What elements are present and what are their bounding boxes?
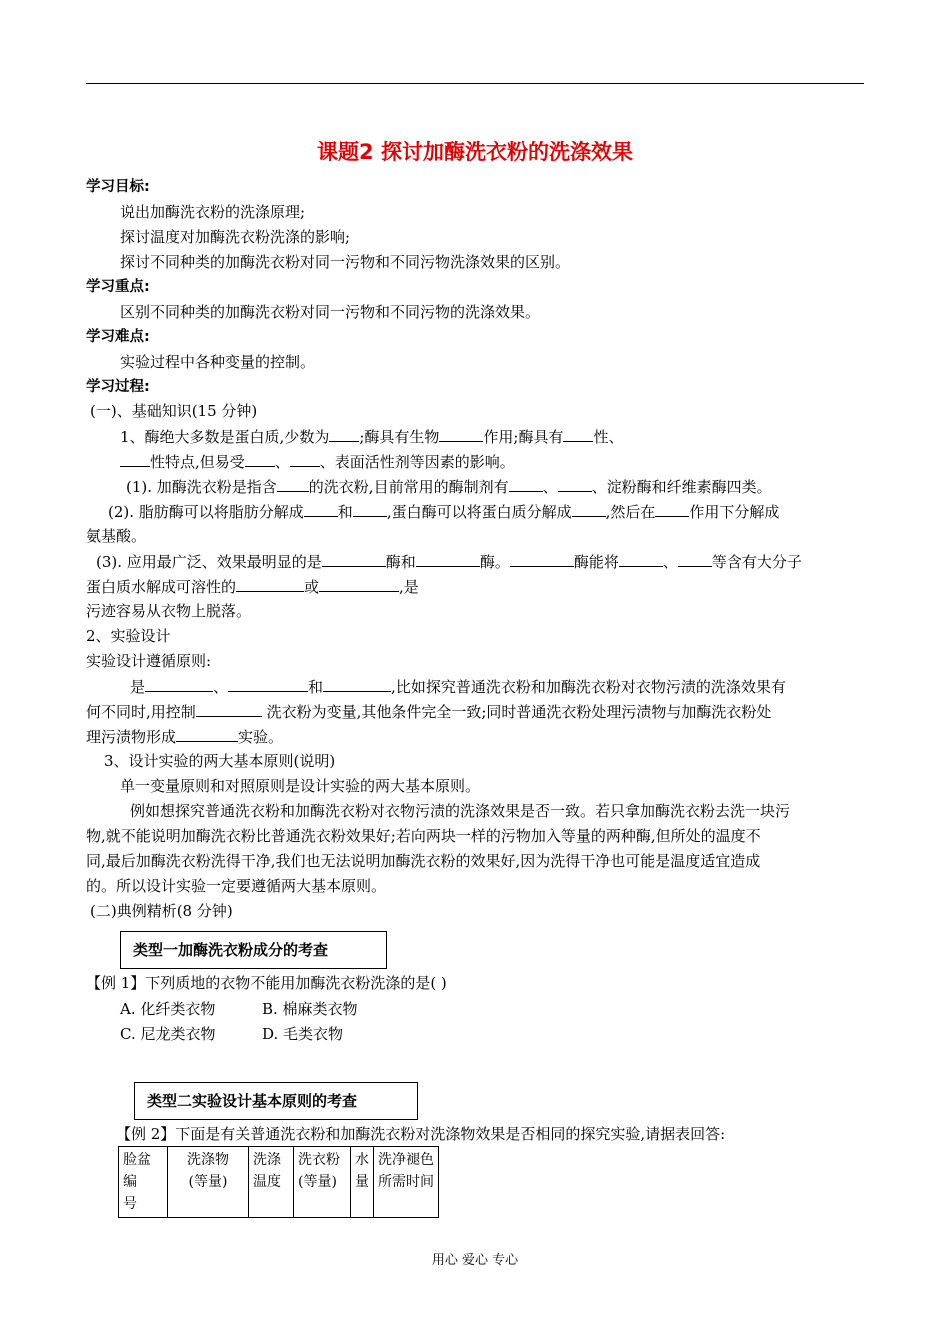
table-header-cell: 脸盆编 号 [119, 1147, 168, 1218]
answer-blank[interactable] [322, 551, 386, 567]
answer-blank[interactable] [509, 476, 543, 492]
principles-heading: 3、设计实验的两大基本原则(说明) [104, 752, 336, 770]
answer-blank[interactable] [353, 501, 387, 517]
answer-blank[interactable] [228, 676, 308, 692]
text: 性、 [593, 428, 624, 446]
answer-blank[interactable] [655, 501, 689, 517]
table-header-row [119, 1147, 439, 1218]
para-4-line3: 污迹容易从衣物上脱落。 [86, 602, 252, 620]
objective-1: 说出加酶洗衣粉的洗涤原理; [120, 203, 306, 221]
text: 酶和 [385, 553, 416, 571]
section1-heading: (一)、基础知识(15 分钟) [90, 402, 258, 420]
table-header-cell: 洗涤 温度 [249, 1147, 294, 1218]
process-heading: 学习过程: [86, 379, 150, 395]
text: 的洗衣粉,目前常用的酶制剂有 [308, 478, 509, 496]
answer-blank[interactable] [619, 551, 663, 567]
answer-blank[interactable] [245, 451, 275, 467]
answer-blank[interactable] [145, 676, 213, 692]
answer-blank[interactable] [678, 551, 712, 567]
text: 酶。 [479, 553, 510, 571]
text: (2). 脂肪酶可以将脂肪分解成 [108, 503, 304, 521]
example-line2: 物,就不能说明加酶洗衣粉比普通洗衣粉效果好;若向两块一样的污物加入等量的两种酶,但所处的温度不 [86, 827, 761, 845]
difficulty-heading: 学习难点: [86, 329, 150, 345]
text: (3). 应用最广泛、效果最明显的是 [96, 553, 322, 571]
option-a: A. 化纤类衣物 [120, 1000, 216, 1018]
text: ;酶具有生物 [359, 428, 440, 446]
text: 、 [274, 453, 290, 471]
text: 洗衣粉为变量,其他条件完全一致;同时普通洗衣粉处理污渍物与加酶洗衣粉处 [266, 703, 772, 721]
answer-blank[interactable] [290, 451, 320, 467]
text: 等含有大分子 [711, 553, 802, 571]
page-footer: 用心 爱心 专心 [431, 1253, 519, 1268]
para-3-line1 [108, 501, 779, 522]
answer-blank[interactable] [196, 701, 262, 717]
answer-blank[interactable] [236, 576, 304, 592]
type1-box: 类型一加酶洗衣粉成分的考查 [120, 931, 387, 969]
key-point-text: 区别不同种类的加酶洗衣粉对同一污物和不同污物的洗涤效果。 [120, 303, 541, 321]
text: 作用;酶具有 [483, 428, 564, 446]
option-c: C. 尼龙类衣物 [120, 1025, 216, 1043]
difficulty-text: 实验过程中各种变量的控制。 [120, 353, 316, 371]
table-header-cell: 水 量 [351, 1147, 374, 1218]
answer-blank[interactable] [563, 426, 593, 442]
answer-blank[interactable] [329, 426, 359, 442]
answer-blank[interactable] [319, 576, 399, 592]
experiment-heading: 2、实验设计 [86, 627, 171, 645]
text: 或 [304, 578, 320, 596]
text: ,是 [399, 578, 419, 596]
text: ,蛋白酶可以将蛋白质分解成 [386, 503, 572, 521]
text: 和 [308, 678, 324, 696]
answer-blank[interactable] [304, 501, 338, 517]
para-4-line1 [96, 551, 802, 572]
table-header-cell: 洗衣粉 (等量) [294, 1147, 351, 1218]
key-point-heading: 学习重点: [86, 279, 150, 295]
text: 性特点,但易受 [150, 453, 245, 471]
option-b: B. 棉麻类衣物 [262, 1000, 358, 1018]
text: 理污渍物形成 [86, 728, 177, 746]
experiment-line1 [130, 676, 786, 697]
page-title: 课题2 探讨加酶洗衣粉的洗涤效果 [317, 140, 633, 164]
example1-options-row2 [120, 1024, 343, 1044]
text: (1). 加酶洗衣粉是指含 [126, 478, 277, 496]
example2-question: 【例 2】下面是有关普通洗衣粉和加酶洗衣粉对洗涤物效果是否相同的探究实验,请据表回答: [116, 1125, 726, 1143]
objective-2: 探讨温度对加酶洗衣粉洗涤的影响; [120, 228, 351, 246]
experiment-line3 [86, 726, 283, 747]
header-rule [86, 83, 864, 84]
example1-options-row1 [120, 999, 358, 1019]
text: 实验。 [238, 728, 284, 746]
answer-blank[interactable] [510, 551, 574, 567]
experiment-table [118, 1146, 439, 1218]
text: 、表面活性剂等因素的影响。 [319, 453, 515, 471]
table-header-cell: 洗涤物 (等量) [168, 1147, 249, 1218]
para-1-line1 [120, 426, 623, 447]
experiment-rule: 实验设计遵循原则: [86, 652, 212, 670]
example-line4: 的。所以设计实验一定要遵循两大基本原则。 [86, 877, 387, 895]
example-line3: 同,最后加酶洗衣粉洗得干净,我们也无法说明加酶洗衣粉的效果好,因为洗得干净也可能是温度适宜造成 [86, 852, 761, 870]
text: 蛋白质水解成可溶性的 [86, 578, 237, 596]
answer-blank[interactable] [572, 501, 606, 517]
text: 何不同时,用控制 [86, 703, 196, 721]
text: 、淀粉酶和纤维素酶四类。 [591, 478, 772, 496]
option-d: D. 毛类衣物 [262, 1025, 344, 1043]
text: 、 [542, 478, 558, 496]
answer-blank[interactable] [439, 426, 483, 442]
answer-blank[interactable] [323, 676, 391, 692]
text: 酶能将 [573, 553, 619, 571]
objectives-heading: 学习目标: [86, 179, 150, 195]
answer-blank[interactable] [558, 476, 592, 492]
answer-blank[interactable] [277, 476, 309, 492]
para-4-line2 [86, 576, 419, 597]
para-1-line2 [120, 451, 515, 472]
principles-text: 单一变量原则和对照原则是设计实验的两大基本原则。 [120, 777, 481, 795]
text: 和 [337, 503, 353, 521]
text: 、 [213, 678, 229, 696]
answer-blank[interactable] [176, 726, 238, 742]
text: ,比如探究普通洗衣粉和加酶洗衣粉对衣物污渍的洗涤效果有 [391, 678, 786, 696]
answer-blank[interactable] [120, 451, 150, 467]
para-3-line2: 氨基酸。 [86, 527, 147, 545]
text: ,然后在 [605, 503, 656, 521]
para-2 [126, 476, 772, 497]
text: 作用下分解成 [689, 503, 780, 521]
text: 1、酶绝大多数是蛋白质,少数为 [120, 428, 330, 446]
example-line1: 例如想探究普通洗衣粉和加酶洗衣粉对衣物污渍的洗涤效果是否一致。若只拿加酶洗衣粉去洗一块污 [130, 802, 791, 820]
table-header-cell: 洗净褪色 所需时间 [374, 1147, 439, 1218]
text: 是 [130, 678, 146, 696]
text: 、 [662, 553, 678, 571]
type2-box: 类型二实验设计基本原则的考查 [134, 1082, 418, 1120]
objective-3: 探讨不同种类的加酶洗衣粉对同一污物和不同污物洗涤效果的区别。 [120, 253, 571, 271]
section2-heading: (二)典例精析(8 分钟) [90, 902, 233, 920]
example1-question: 【例 1】下列质地的衣物不能用加酶洗衣粉洗涤的是( ) [86, 974, 447, 992]
answer-blank[interactable] [416, 551, 480, 567]
experiment-line2 [86, 701, 771, 722]
